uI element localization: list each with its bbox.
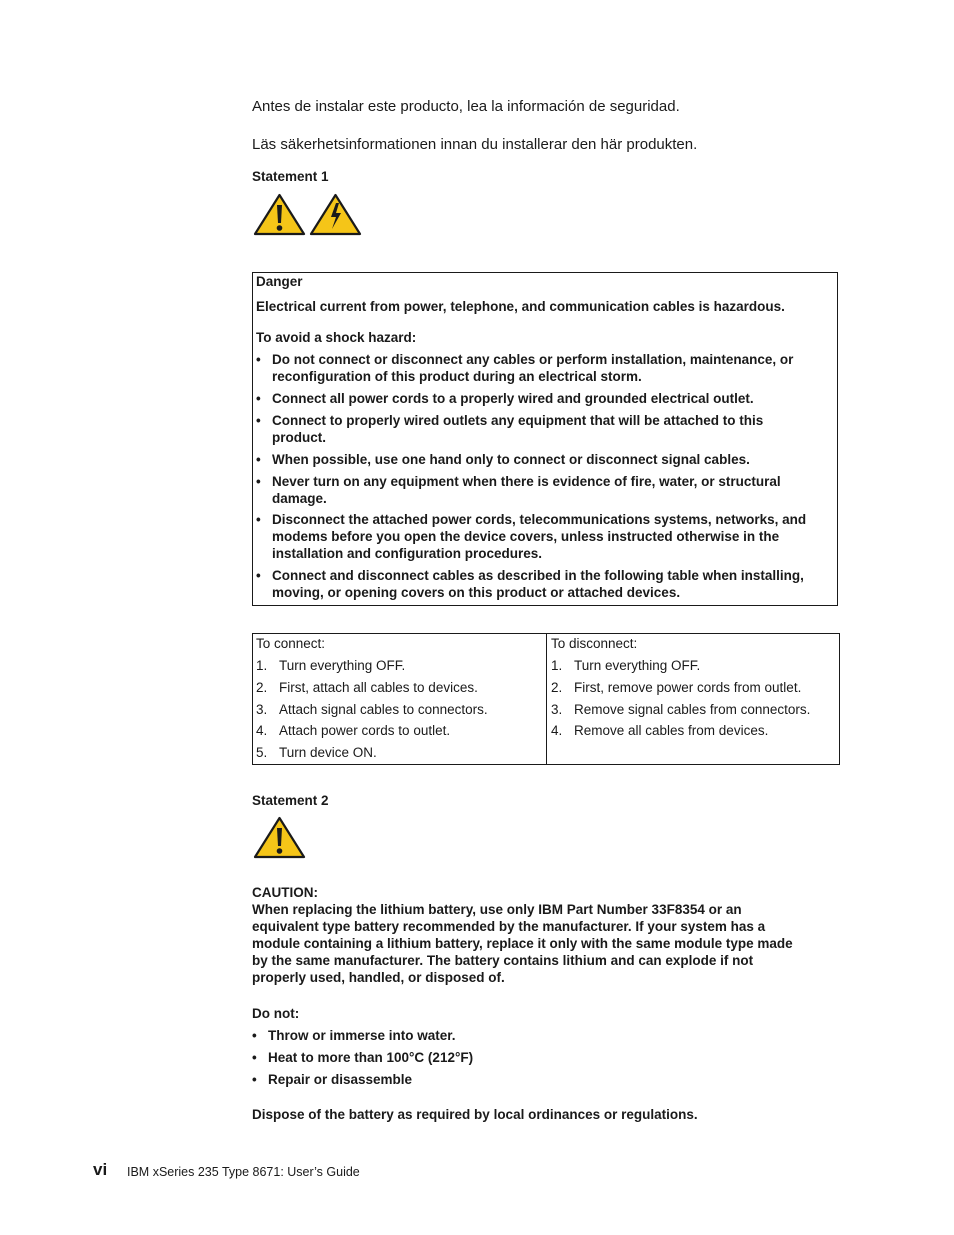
avoid-shock-heading: To avoid a shock hazard: xyxy=(256,330,417,345)
bullet: • xyxy=(256,452,261,467)
danger-list-item: • Do not connect or disconnect any cables or perform installation, maintenance, or reconfiguration of this product during an electrical storm. xyxy=(256,352,794,384)
danger-title: Danger xyxy=(256,274,303,289)
intro-swedish: Läs säkerhetsinformationen innan du installerar den här produkten. xyxy=(252,136,698,153)
do-not-heading: Do not: xyxy=(252,1006,300,1021)
disconnect-header: To disconnect: xyxy=(551,636,638,651)
bullet: • xyxy=(256,512,261,527)
electrical-hazard-icon xyxy=(309,193,362,236)
table-column-divider xyxy=(546,634,547,764)
bullet: • xyxy=(256,568,261,583)
warning-exclamation-icon xyxy=(253,816,306,859)
statement-2-heading: Statement 2 xyxy=(252,793,329,808)
bullet: • xyxy=(252,1028,257,1043)
connect-disconnect-table: To connect: To disconnect: 1. Turn everything OFF. 2. First, attach all cables to devices. 3. Attach signal cables to connectors. 4. Attach power cords to outlet. 5. Turn device ON. 1. Turn everything OFF. 2. First, remove power cords from outlet. 3. Remove signal cables from connectors. 4. Remove all cables from devices. xyxy=(252,633,840,765)
caution-label: CAUTION: xyxy=(252,885,318,900)
dispose-instruction: Dispose of the battery as required by local ordinances or regulations. xyxy=(252,1107,698,1122)
bullet: • xyxy=(256,474,261,489)
bullet: • xyxy=(252,1050,257,1065)
connect-header: To connect: xyxy=(256,636,326,651)
bullet: • xyxy=(252,1072,257,1087)
bullet: • xyxy=(256,391,261,406)
bullet: • xyxy=(256,413,261,428)
bullet: • xyxy=(256,352,261,367)
danger-warning: Electrical current from power, telephone, and communication cables is hazardous. xyxy=(256,299,785,314)
danger-box: Danger Electrical current from power, telephone, and communication cables is hazardous. To avoid a shock hazard: • Do not connect or disconnect any cables or perform installation, maintenance, or reconfiguration of this product during an electrical storm. • Connect all power cords to a properly wired and grounded electrical outlet. • Connect to properly wired outlets any equipment that will be attached to this product. • When possible, use one hand only to connect or disconnect signal cables. • Never turn on any equipment when there is evidence of fire, water, or structural damage. • Disconnect the attached power cords, telecommunications systems, networks, and modems before you open the device covers, unless instructed otherwise in the installation and configuration procedures. • Connect and disconnect cables as described in the following table when installing, moving, or opening covers on this product or attached devices. xyxy=(252,272,838,606)
document-page: Antes de instalar este producto, lea la información de seguridad. Läs säkerhetsinformationen innan du installerar den här produkten. Statement 1 Danger Electrical current from power, telephone, and communication cables is hazardous. To avoid a shock hazard: • Do not connect or disconnect any cables or perform installation, maintenance, or reconfiguration of this product during an electrical storm. • Connect all power cords to a properly wired and grounded electrical outlet. • Connect to properly wired outlets any equipment that will be attached to this product. • When possible, use one hand only to connect or disconnect signal cables. • Never turn on any equipment when there is evidence of fire, water, or structural damage. • Disconnect the attached power cords, telecommunications systems, networks, and modems before you open the device covers, unless instructed otherwise in the installation and configuration procedures. • Connect and disconnect cables as described in the following table when installing, moving, or opening covers on this product or attached devices. To connect: To disconnect: 1. Turn everything OFF. 2. First, attach all cables to devices. 3. Attach signal cables to connectors. 4. Attach power cords to outlet. 5. Turn device ON. 1. Turn everything OFF. 2. First, remove power cords from outlet. 3. Remove signal cables from connectors. 4. Remove all cables from devices. Statement 2 CAUTION: When replacing the lithium battery, use only IBM Part Number 33F8354 or an equivalent type battery recommended by the manufacturer. If your system has a module containing a lithium battery, replace it only with the same module type made by the same manufacturer. The battery contains lithium and can explode if not properly used, handled, or disposed of. Do not: • Throw or immerse into water. • Heat to more than 100°C (212°F) • Repair or disassemble Dispose of the battery as required by local ordinances or regulations. vi IBM xSeries 235 Type 8671: User’s Guide xyxy=(0,0,954,1235)
statement-1-heading: Statement 1 xyxy=(252,169,329,184)
page-number: vi xyxy=(93,1160,108,1179)
intro-spanish: Antes de instalar este producto, lea la información de seguridad. xyxy=(252,98,680,115)
warning-exclamation-icon xyxy=(253,193,306,236)
caution-text: When replacing the lithium battery, use only IBM Part Number 33F8354 or an equivalent type battery recommended by the manufacturer. If your system has a module containing a lithium battery, replace it only with the same module type made by the same manufacturer. The battery contains lithium and can explode if not properly used, handled, or disposed of. xyxy=(252,902,793,985)
book-title: IBM xSeries 235 Type 8671: User’s Guide xyxy=(127,1165,360,1179)
